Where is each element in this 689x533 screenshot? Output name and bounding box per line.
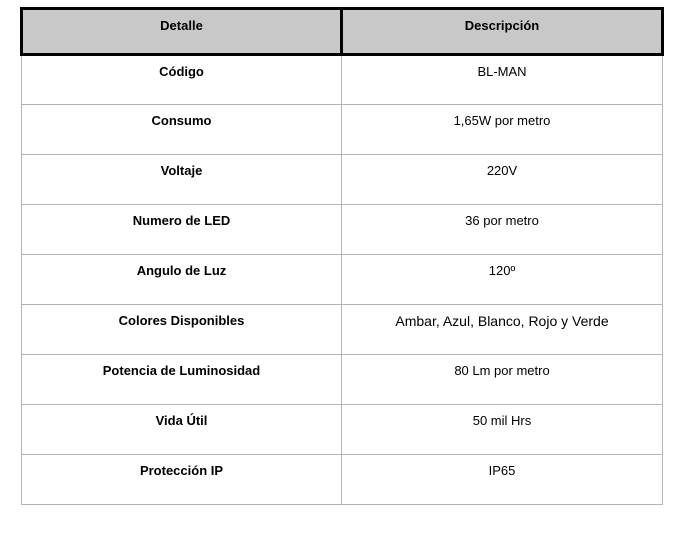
table-row — [22, 55, 663, 105]
description-cell: 120º — [342, 255, 663, 305]
detail-cell: Colores Disponibles — [22, 305, 342, 355]
detail-cell: Voltaje — [22, 155, 342, 205]
detail-cell: Consumo — [22, 105, 342, 155]
description-cell: 220V — [342, 155, 663, 205]
description-cell: 80 Lm por metro — [342, 355, 663, 405]
detail-cell: Numero de LED — [22, 205, 342, 255]
detail-cell: Potencia de Luminosidad — [22, 355, 342, 405]
description-cell: IP65 — [342, 455, 663, 505]
table-row — [22, 255, 663, 305]
description-cell: 50 mil Hrs — [342, 405, 663, 455]
description-cell: Ambar, Azul, Blanco, Rojo y Verde — [342, 305, 663, 355]
table-body — [22, 55, 663, 505]
table-row — [22, 205, 663, 255]
table-row — [22, 105, 663, 155]
detail-cell: Protección IP — [22, 455, 342, 505]
header-detail: Detalle — [22, 9, 342, 55]
table-header — [22, 9, 663, 55]
table-row — [22, 355, 663, 405]
header-description: Descripción — [342, 9, 663, 55]
description-cell: BL-MAN — [342, 55, 663, 105]
header-row — [22, 9, 663, 55]
table-row — [22, 405, 663, 455]
detail-cell: Vida Útil — [22, 405, 342, 455]
description-cell: 36 por metro — [342, 205, 663, 255]
table-row — [22, 155, 663, 205]
table-row — [22, 455, 663, 505]
table-row — [22, 305, 663, 355]
detail-cell: Angulo de Luz — [22, 255, 342, 305]
description-cell: 1,65W por metro — [342, 105, 663, 155]
spec-table — [20, 7, 664, 505]
detail-cell: Código — [22, 55, 342, 105]
